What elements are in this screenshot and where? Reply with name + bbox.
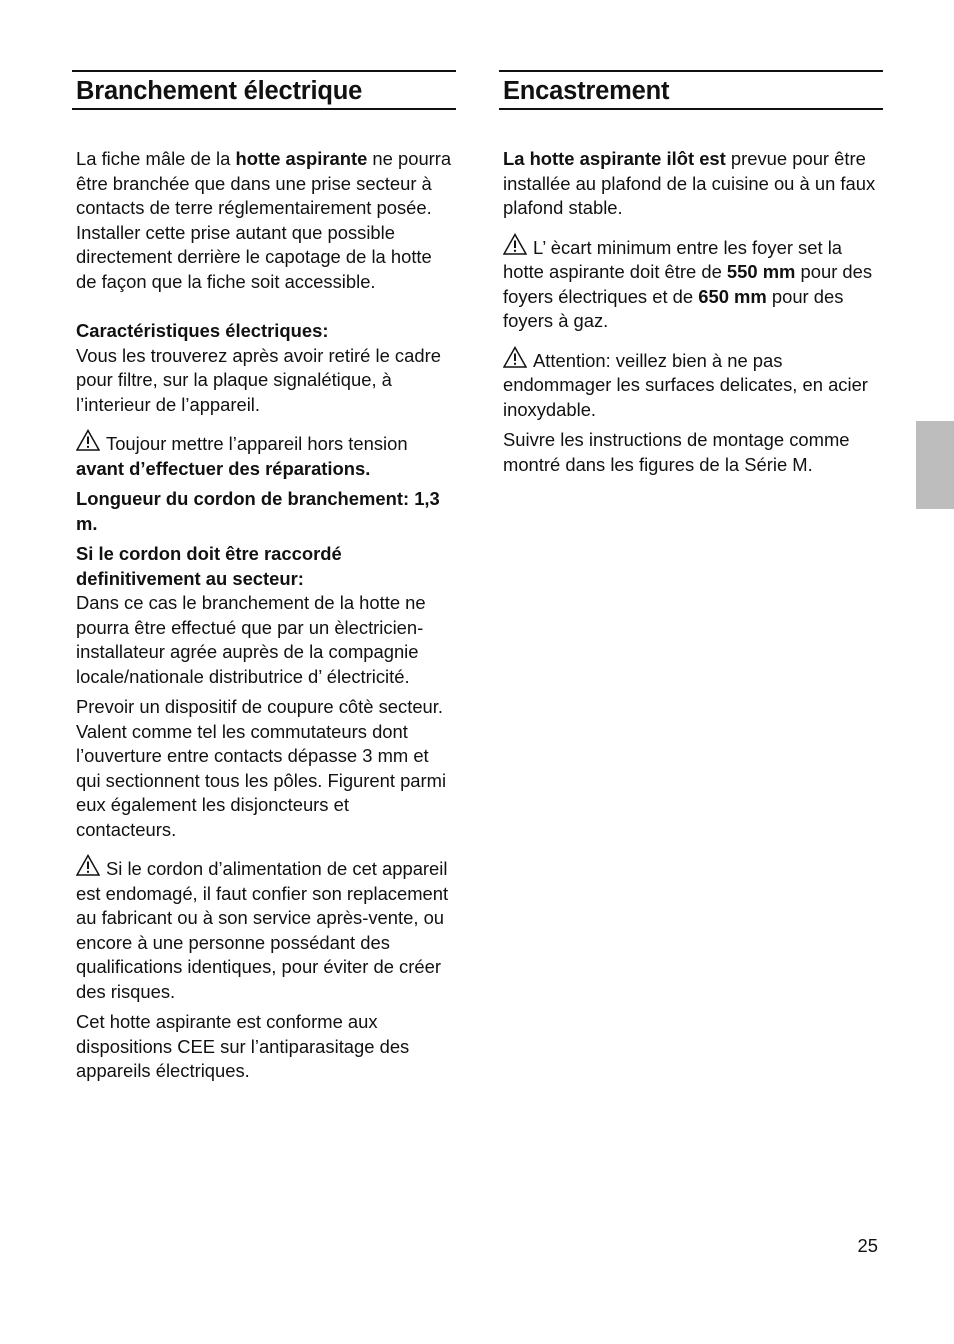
fixed-connection: [76, 542, 452, 689]
installation-intro-text: prevue pour être installée au plafond de la cuisine ou à un faux plafond stable.: [503, 148, 876, 218]
distance-text-2: pour des foyers électriques et de: [503, 261, 873, 307]
warning-power-off-bold: avant d’effectuer des réparations.: [76, 457, 371, 479]
section-heading-encastrement: Encastrement: [499, 70, 883, 110]
fixed-connection-title: Si le cordon doit être raccordé definitivement au secteur:: [76, 543, 342, 589]
warning-power-off: [76, 429, 452, 481]
page-number: 25: [857, 1235, 878, 1256]
side-tab-marker: [916, 421, 954, 509]
warning-power-off-text: Toujour mettre l’appareil hors tension: [106, 433, 408, 454]
warning-attention: [503, 346, 879, 423]
warning-damaged-cord-text: Si le cordon d’alimentation de cet appareil est endomagé, il faut confier son replacement au fabricant ou à son service après-vente, ou encore à une personne possédant des qualifications identiques, pour éviter de créer des risques.: [76, 858, 449, 1002]
intro-text-1: La fiche mâle de la: [76, 148, 236, 169]
warning-triangle-icon: [503, 346, 527, 368]
electrical-characteristics: [76, 319, 452, 417]
electrical-characteristics-title: Caractéristiques électriques:: [76, 320, 329, 341]
warning-attention-text: Attention: veillez bien à ne pas endommager les surfaces delicates, en acier inoxydable.: [503, 349, 868, 420]
cord-length: [76, 487, 452, 536]
cord-length-text: Longueur du cordon de branchement: 1,3 m.: [76, 488, 440, 534]
intro-text-2: ne pourra être branchée que dans une prise secteur à contacts de terre réglementairement posée. Installer cette prise autant que possible directement derrière le capotage de la hotte de façon que la fiche soit accessible.: [76, 148, 452, 292]
warning-triangle-icon: [76, 429, 100, 451]
cutoff-device-paragraph: Prevoir un dispositif de coupure côtè secteur. Valent comme tel les commutateurs dont l’ouverture entre contacts dépasse 3 mm et qui sectionnent tous les pôles. Figurent parmi eux également les disjoncteurs et contacteurs.: [76, 696, 447, 840]
left-column-body: [72, 147, 456, 1084]
left-column: [72, 70, 456, 1090]
electrical-characteristics-text: Vous les trouverez après avoir retiré le cadre pour filtre, sur la plaque signalétique, à l’interieur de l’appareil.: [76, 344, 441, 415]
intro-paragraph: [76, 147, 452, 294]
right-column: [499, 70, 883, 483]
distance-text-3: pour des foyers à gaz.: [503, 285, 844, 331]
warning-triangle-icon: [76, 854, 100, 876]
conformity-paragraph: Cet hotte aspirante est conforme aux dispositions CEE sur l’antiparasitage des appareils électriques.: [76, 1011, 410, 1081]
warning-minimum-distance: [503, 233, 879, 334]
installation-intro-bold: La hotte aspirante ilôt est: [503, 148, 726, 169]
installation-intro: [503, 147, 879, 221]
warning-damaged-cord: [76, 854, 452, 1004]
right-column-body: [499, 147, 883, 477]
fixed-connection-text: Dans ce cas le branchement de la hotte ne pourra être effectué que par un èlectricien-installateur agrée auprès de la compagnie locale/nationale distributrice d’ électricité.: [76, 592, 426, 687]
warning-triangle-icon: [503, 233, 527, 255]
follow-instructions: Suivre les instructions de montage comme montré dans les figures de la Série M.: [503, 429, 850, 475]
distance-text-1: L’ ècart minimum entre les foyer set la hotte aspirante doit être de: [503, 236, 843, 282]
distance-electric-value: 550 mm: [726, 261, 796, 282]
intro-bold: hotte aspirante: [235, 148, 368, 169]
section-heading-branchement: Branchement électrique: [72, 70, 456, 110]
distance-gas-value: 650 mm: [698, 285, 767, 307]
